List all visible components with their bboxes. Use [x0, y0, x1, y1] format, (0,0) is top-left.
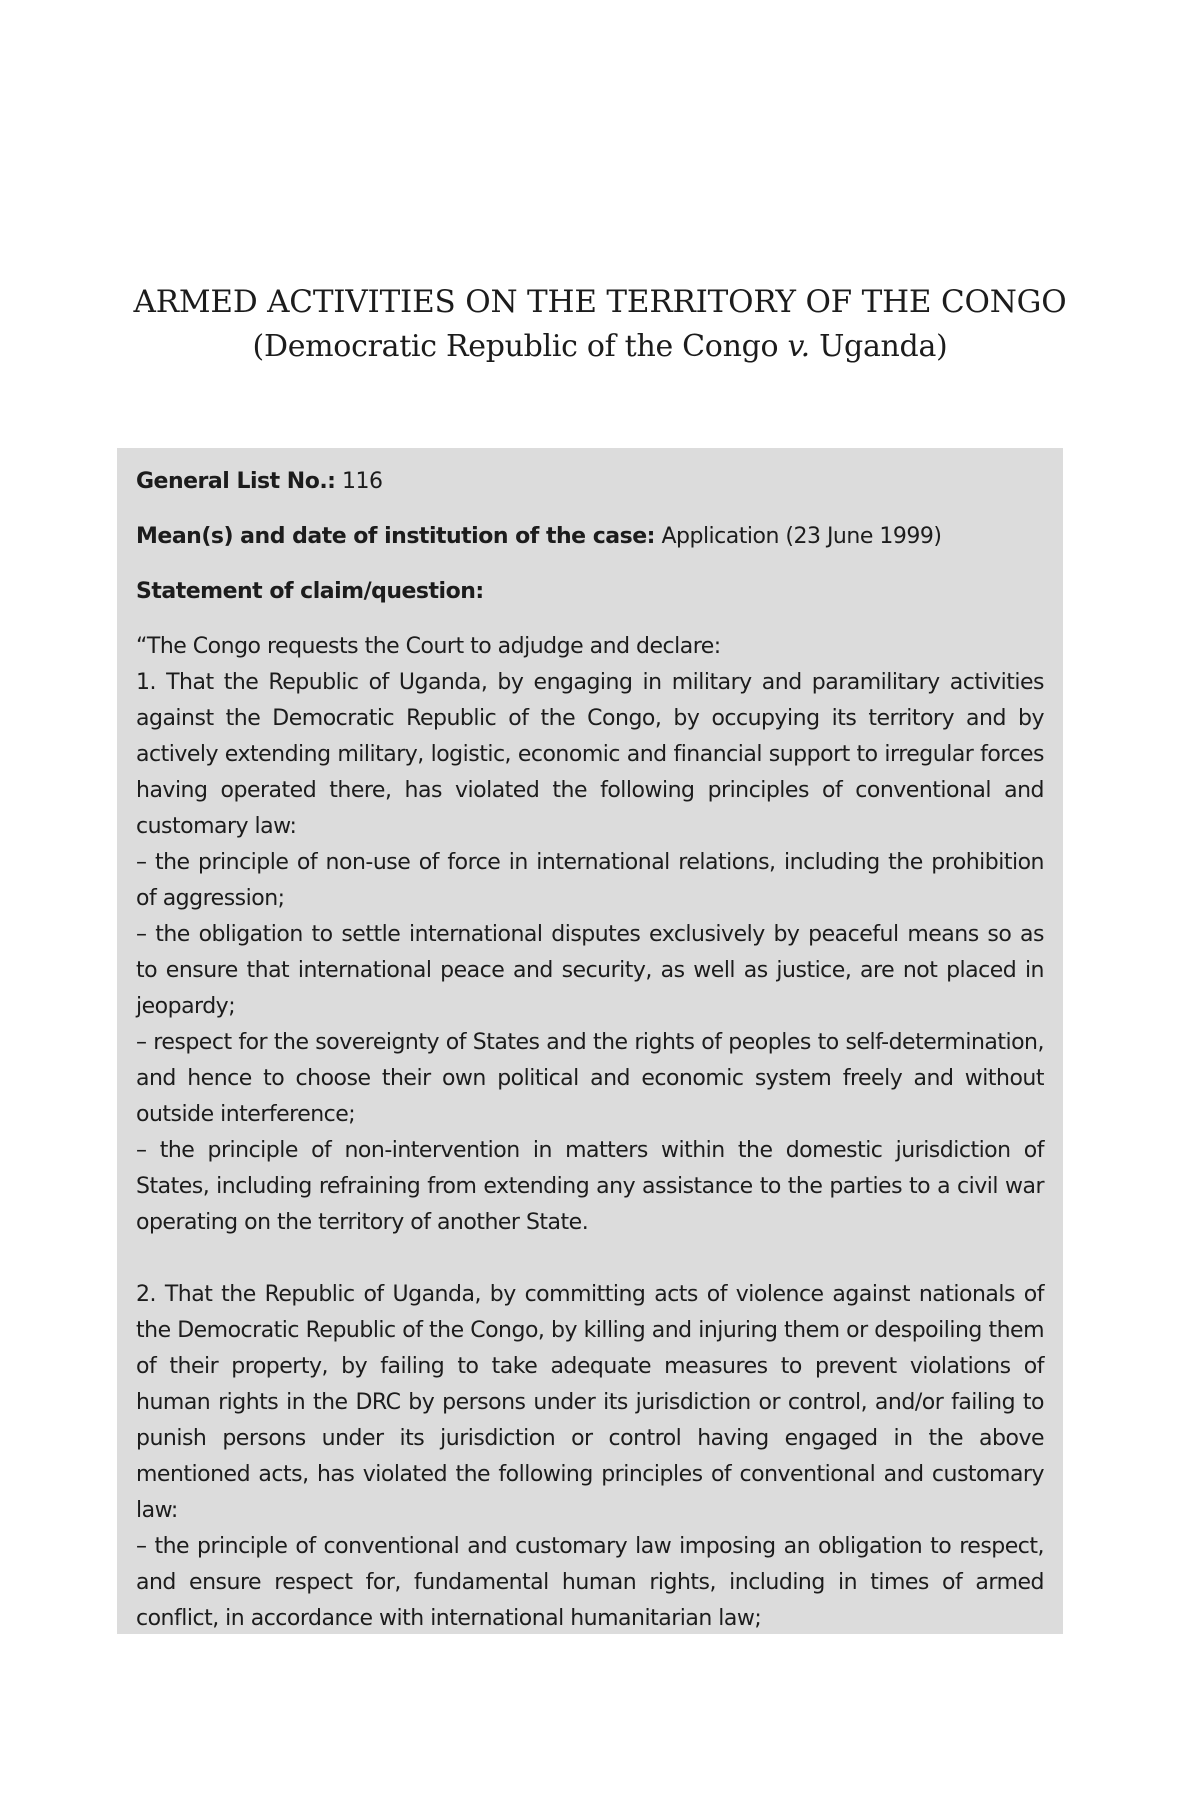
claim-paragraph-1-item: – the principle of non-use of force in international relations, including the prohibition of aggression;	[136, 850, 1044, 911]
claim-heading-line	[136, 574, 1044, 610]
claim-paragraph-2: 2. That the Republic of Uganda, by committing acts of violence against nationals of the Democratic Republic of the Congo, by killing and injuring them or despoiling them of their property, by failing to take adequate measures to prevent violations of human rights in the DRC by persons under its jurisdiction or control, and/or failing to punish persons under its jurisdiction or control having engaged in the above mentioned acts, has violated the following principles of conventional and customary law:	[136, 1282, 1044, 1523]
case-title: ARMED ACTIVITIES ON THE TERRITORY OF THE CONGO	[133, 284, 1067, 320]
subtitle-versus: v.	[787, 329, 810, 364]
claim-paragraph-1-item: – respect for the sovereignty of States and the rights of peoples to self-determination, and hence to choose their own political and economic system freely and without outside interference;	[136, 1030, 1044, 1127]
claim-intro: “The Congo requests the Court to adjudge and declare:	[136, 634, 721, 659]
institution-value: Application (23 June 1999)	[654, 524, 942, 549]
case-subtitle	[0, 328, 1200, 366]
general-list-value: 116	[335, 469, 383, 494]
general-list-line	[136, 464, 1044, 500]
case-summary-content	[136, 464, 1044, 1637]
claim-paragraph-1-item: – the obligation to settle international disputes exclusively by peaceful means so as to ensure that international peace and security, as well as justice, are not placed in jeopardy;	[136, 922, 1044, 1019]
subtitle-parties-left: (Democratic Republic of the Congo	[252, 329, 788, 364]
claim-paragraph-1: 1. That the Republic of Uganda, by engaging in military and paramilitary activities against the Democratic Republic of the Congo, by occupying its territory and by actively extending military, logistic, economic and financial support to irregular forces having operated there, has violated the following principles of conventional and customary law:	[136, 670, 1044, 839]
claim-paragraph-2-item: – the principle of conventional and customary law imposing an obligation to respect, and ensure respect for, fundamental human rights, including in times of armed conflict, in accordance with international humanitarian law;	[136, 1534, 1044, 1631]
claim-paragraph-1-item: – the principle of non-intervention in matters within the domestic jurisdiction of States, including refraining from extending any assistance to the parties to a civil war operating on the territory of another State.	[136, 1138, 1044, 1235]
subtitle-parties-right: Uganda)	[809, 329, 948, 364]
claim-label: Statement of claim/question:	[136, 579, 484, 604]
institution-label: Mean(s) and date of institution of the case:	[136, 524, 655, 549]
case-summary-box	[117, 448, 1063, 1634]
institution-line	[136, 519, 1044, 555]
general-list-label: General List No.:	[136, 469, 336, 494]
